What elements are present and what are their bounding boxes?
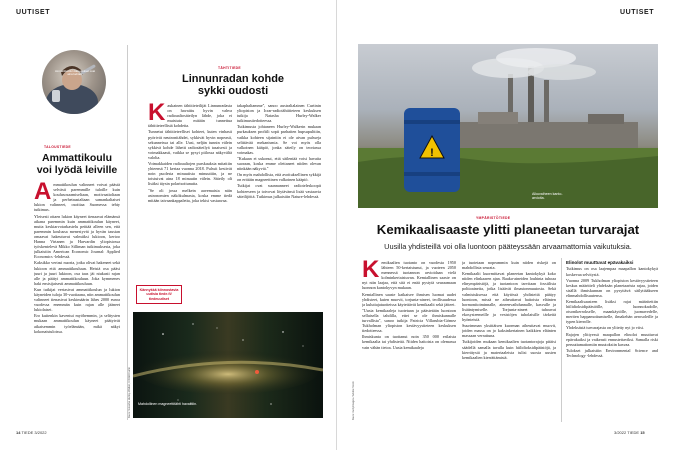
galaxy-caption: Mahdollinen magneettitähti havaittiin. [138, 402, 198, 406]
sidebar-divider [561, 258, 562, 422]
story1-dropcap: A [34, 182, 52, 205]
story2-paragraph: Voimakkaiden radioaaltojen purskauksia mitattiin yhteensä 71 kertaa vuonna 2018. Pulssit kestivät noin puolesta minuutista minuuttiin, ja ne toistuivat aina 18 minuutin välein. Säteily oli lisäksi täysin polarisoitunutta. [148, 161, 232, 187]
folio-left [16, 430, 47, 435]
story3-paragraph: "Uusia kemikaaleja tuotetaan ja päästetään luontoon sellaisella tahdilla, ettei se ole ihmiskunnalle turvallista", sanoo tutkija Patricia Villarubia-Gómez Tukholman yliopiston kestävyystieteen keskuksen tiedotteessa. [362, 307, 456, 334]
page-fold [336, 0, 337, 450]
galaxy-radio-image [133, 312, 323, 418]
tiede-link-box[interactable]: Kännykkä kiinnostavia uutisia tiede.fi/ tiedeuutiset [136, 285, 182, 304]
portrait-photo-caption: Ammattikoulun kasvatukset ovat aina kehtan. [54, 69, 96, 77]
sidebar-paragraph: Tutkimus on osa laajempaa maapallon kantokykyä koskevaa selvitystä. [566, 266, 658, 277]
sidebar-paragraph: Vuonna 2009 Tukholman yliopiston kestävyystieteen keskus määritteli yhdeksän planetaarista rajaa, joiden sisällä ihmiskunnan on pysyttävä säilyttääkseen elinmahdollisuutensa. [566, 277, 658, 298]
story2-dropcap: K [148, 103, 166, 126]
power-plant-photo [358, 44, 658, 208]
story3-lead: emikaalien tuotanto on vuodesta 1950 lähteen 50-kertaistunut, ja vuoteen 2050 mennessä tuotannon arvioidaan vielä kolminkertaistuvan. Kemiallinen saaste on nyt niin laajaa, että sitä ei enää pystytä seuraamaan luonnon kantokyvyn mukaan. [362, 260, 456, 291]
story1-lead: mmattikoulun valinneet voivat päästä selvästi paremmille tuloille kuin koulusosaamiseltaan, motivaatioltaan ja perhetaustaltaan samankaltaiset lukion valinneet, osoittaa Suomessa tehty tutkimus. [34, 182, 120, 213]
sidebar-title: Elinolot muuttuvat epävakaiksi [566, 260, 634, 265]
student-portrait-photo [42, 50, 106, 114]
story3-dek: Uusilla yhdisteillä voi olla luontoon pääteyssään arvaamattomia vaikutuksia. [384, 242, 632, 251]
svg-text:!: ! [430, 147, 434, 159]
story3-dropcap: K [362, 260, 380, 283]
plant-photo-credit: Kuva: Gettyimages / Adobe Stock [352, 381, 355, 420]
story1-paragraph: Yleisesti ottaen lukion käyneet tienaavat elämänsä aikana paremmin kuin ammattikoulun käyneet, mutta keskiarvotarkastelu peittää alleen sen, että paremmin koulussa menestyvät ja hyvän taustan omaavat hakeutuvat valmiiksi lukioon, kertoo Hanna Virtanen ja Harvardin yliopistossa työskentelevä Mikko Silliman tutkimuksesta, joka julkaistiin American Economic Journal: Applied Economics -lehdessä. [34, 213, 120, 260]
story2-tag: TÄHTITIEDE [218, 66, 241, 70]
sidebar-paragraph: Yhdeksästä turvarajasta on ylitetty nyt jo viisi. [566, 325, 645, 331]
story1-tag: TALOUSTIEDE [44, 145, 71, 149]
industrial-landscape-icon [358, 44, 658, 208]
plant-photo-caption-line2: arvioita. [532, 196, 545, 201]
story2-paragraph: takaphaltamme", sanoo australialainen Curtinin yliopiston ja Icrar-radiotähtitieteen keskuksen tutkija Natasha Hurley-Walker tutkimustiedotteessa. [237, 103, 321, 124]
story3-paragraph: Kemiallinen saaste katkaisee ihmisen luomat uudet yhdisteet, kuten muovit, torjunta-aineet, teollisuudessa ja kuluttajatuotteissa käytettävät kemikaalit sekä jätteet. [362, 291, 456, 307]
plant-photo-caption [532, 192, 592, 201]
story2-paragraph: Tunnetut tähtitieteelliset kohteet, kuten vinhasti pyörivät neutronitähdet, sykkivät hyvin nopeasti, sekunneissa tai alle. Uusi, neljän tunnin välein sykkivä kohde lähetti radiosäteilyä tasaisesti ja voimakkaasti, vaikka se pysyi piilossa näkyvältä valolta. [148, 129, 232, 160]
story3-paragraph: ja tuotetaan nopeammin kuin niiden riskejä on mahdollista seurata. [462, 260, 556, 271]
story2-paragraph: "Se oli jossa melkein aavemaista näin astronomien näkökulmasta, koska emme tiedä mitään taivaankappaletta, joka tekisi vastaavaa. [148, 187, 232, 203]
story1-paragraph: Kun tutkijat vertasivat ammattikoulun ja lukion käyneiden tuloja 30-vuotiaana, niin ammattikoulun valinneet tienasivat keskimäärin lähes 2000 euroa vuodessa enemmän kuin rajan alle jääneet lukiolaiset. [34, 286, 120, 313]
story3-headline: Kemikaalisaaste ylitti planeetan turvarajat [376, 222, 640, 237]
story2-paragraph: Tutkimusta johtaneen Hurley-Walkerin mukaan purkauksen profiili sopii parhaiten hupsupulttiin, vaikka kohteen sijaintiin ei ole aivan pulsseja selittävää mekanismia. Se voi myös olla valkoinen kääpiö, jonka säteily on teoriassa voimakas. [237, 124, 321, 155]
column-divider [127, 45, 128, 420]
story1-headline [34, 153, 120, 176]
story2-column-a [148, 103, 232, 259]
section-label-right: UUTISET [620, 9, 655, 16]
story2-column-b [237, 103, 321, 331]
galaxy-photo-credit: Kuva: Natasha Hurley-Walker, ICRAR/Curtin [128, 366, 131, 418]
plant-photo-caption-line1: Alkuvaiheen kanto- [532, 192, 563, 196]
story2-headline-line2: sykki oudosti [197, 85, 269, 98]
story2-lead: aukainen tähtitieteilijät Linnunradasta on havaittu hyvin vahva radioaaltosäteilyn lähde, joka ei muistuta mitään tunnettua tähtitieteellistä kohdetta. [148, 103, 232, 129]
story3-column-2 [462, 260, 556, 424]
story3-paragraph: Kemikaalit kuormittavat planeetan kantokykyä koko niiden elinkaaren ajan. Raaka-aineiden louhinta tuhoaa elinympäristöjä, ja tuotantoon tarvitaan fossiilisia polttoaineita, jotka lisäävät ilmastonmuutosta. Sekä valmistuksessa että käytössä yhdisteitä päätyy luontoon, missä ne aiheuttavat haitoista eläinten hormonitoiminnalle, aineenvaihdunnalle, kasvulle ja lisääntymiselle. Torjunta-aineet tuhoavat ekosysteemeille ja vesistöjen tuholaisille tärkeitä hyönteisiä. [462, 271, 556, 323]
story1-headline-line1: Ammattikoulu [41, 152, 112, 164]
story3-column-1 [362, 260, 456, 424]
story2-paragraph: On myös mahdollista, että avoituksellinen sykkijä on erittäin magneettinen valkoinen kääpiö. [237, 172, 321, 183]
story2-headline [148, 73, 318, 97]
page-number-left: 14 [16, 430, 21, 435]
story2-paragraph: "Kukaan ei uskonut, että säilentää voisi havaita suoraan, koska emme olettaneet niiden olevan niinkään näkyviä." [237, 155, 321, 172]
section-label-left: UUTISET [16, 9, 51, 16]
story3-paragraph: Tutkijoiden mukaan kemikaalien tuotantorajoja pitäisi säädellä samalla tavalla kuin hiilidioksidipäästöjä, ja kierrätystä ja materiaaleista tulisi suosia uusien kemikaalien kierrättämistä. [462, 339, 556, 360]
page-number-right: 15 [640, 430, 645, 435]
story2-paragraph: Tutkijat ovat suunnanneet radioteleskoopit kohteeseen ja toivovat löytävänsä lisää vastaavia säteilijöitä. Tutkimus julkaistiin Nature-lehdessä. [237, 183, 321, 199]
story1-body [34, 182, 120, 420]
sidebar-box [566, 260, 658, 424]
story1-paragraph: Kaksikko vertasi nuoria, jotka olivat hakeneet sekä lukioon että ammattikouluun. Heistä osa pääsi juuri ja juuri lukioon, osa taas jäi niukasti rajan alle ja päätyi ammattikouluun. Joka kymmenes haki ensisijaisesti ammattikouluun. [34, 260, 120, 286]
story3-paragraph: Ihmiskunta on tuottanut noin 350 000 erilaista kemikaalia tai yhdistettä. Niiden haitoista on olemassa vain vähän tietoa. Uusia kemikaaleja [362, 334, 456, 350]
publication-issue-right: 3/2022 TIEDE [614, 430, 640, 435]
sidebar-paragraph: Tulokset julkaistiin Environmental Science and Technology -lehdessä. [566, 347, 658, 358]
story3-tag: YMPÄRISTÖTIEDE [476, 216, 511, 220]
publication-issue-left: TIEDE 3/2022 [21, 430, 47, 435]
story3-paragraph: Suurimman yksittäisen kuorman aiheuttavat muovit, joiden massa on jo kaksinkertainen kaikkien eläinten massaan verrattuna. [462, 323, 556, 339]
person-with-wrench-icon [42, 50, 106, 114]
story1-headline-line2: voi lyödä leiville [36, 163, 118, 176]
folio-right [614, 430, 645, 435]
story2-headline-line1: Linnunradan kohde [181, 73, 285, 85]
sidebar-paragraph: Kemikaalisaasteen lisäksi rajat määritettiin hiilidioksidipäästöille, luonnokadolle, otsonikerrokselle, maankäytölle, juomavedelle, meriten happamoitumiselle, ilmakehän aerosoleille ja typen kierrolle. [566, 298, 658, 325]
sidebar-paragraph: Rajojen ylittyessä maapallon elinolot muuttuvat epävakaiksi ja vaikeasti ennustettaviksi. Samalla riski peruuttamattomiin muutoksiin kasvaa. [566, 331, 658, 347]
story1-paragraph: Ero kuitenkin kaventui myöhemmin, ja selitysten mukaan ammattikoulun käyneet päätyivät aikaisemmin työelämään, mikä näkyi kokonaistuloissa. [34, 313, 120, 334]
